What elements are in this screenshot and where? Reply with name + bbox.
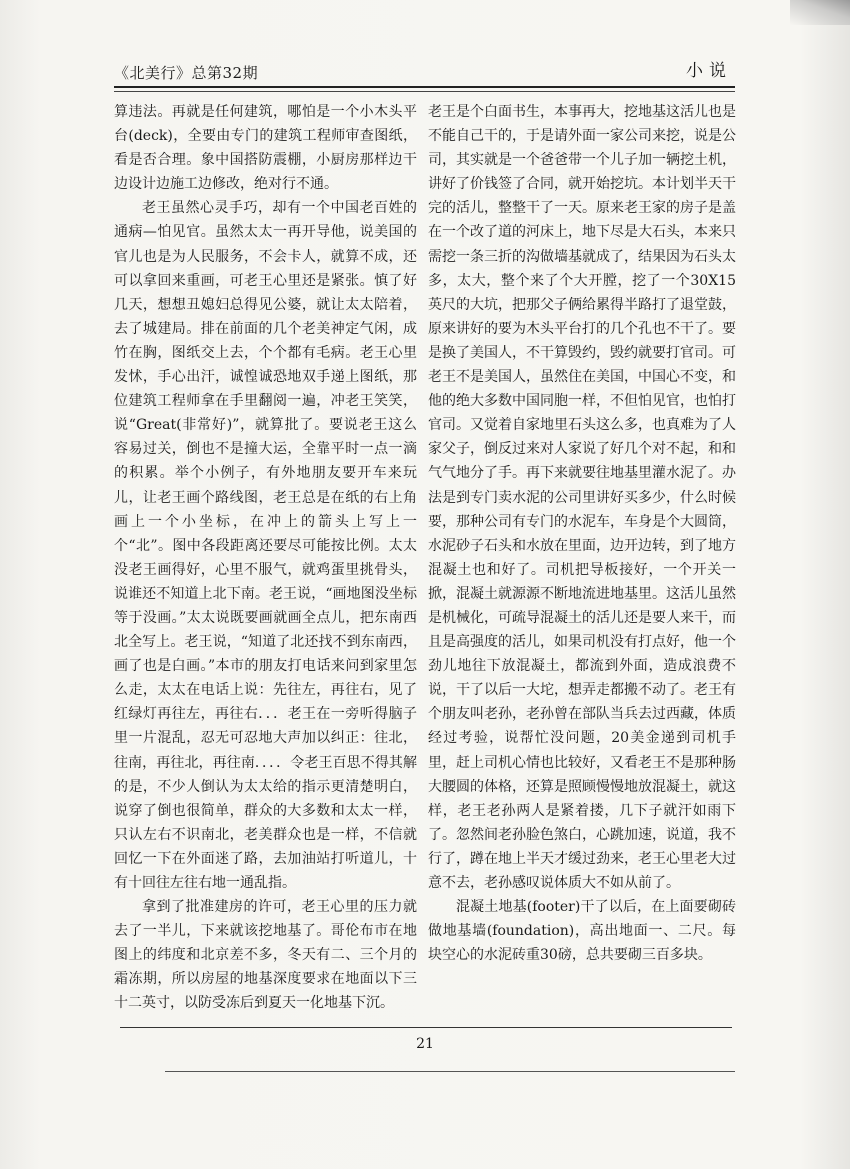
paragraph: 老王虽然心灵手巧，却有一个中国老百姓的通病—怕见官。虽然太太一再开导他，说美国的官儿也是为人民服务，不会卡人，就算不成，还可以拿回来重画，可老王心里还是紧张。慎了好几天，想想丑媳妇总得见公婆，就让太太陪着，去了城建局。排在前面的几个老美神定气闲，成竹在胸，图纸交上去，个个都有毛病。老王心里发怵，手心出汗，诚惶诚恐地双手递上图纸，那位建筑工程师拿在手里翻阅一遍，冲老王笑笑，说“Great(非常好)”，就算批了。要说老王这么容易过关，倒也不是撞大运，全靠平时一点一滴的积累。举个小例子，有外地朋友要开车来玩儿，让老王画个路线图，老王总是在纸的右上角画上一个小坐标，在冲上的箭头上写上一个“北”。图中各段距离还要尽可能按比例。太太没老王画得好，心里不服气，就鸡蛋里挑骨头，说谁还不知道上北下南。老王说，“画地图没坐标等于没画。”太太说既要画就画全点儿，把东南西北全写上。老王说，“知道了北还找不到东南西，画了也是白画。”本市的朋友打电话来问到家里怎么走，太太在电话上说：先往左，再往右，见了红绿灯再往左，再往右．．．老王在一旁听得脑子里一片混乱，忍无可忍地大声加以纠正：往北，往南，再往北，再往南．．．．令老王百思不得其解的是，不少人倒认为太太给的指示更清楚明白，说穿了倒也很简单，群众的大多数和太太一样，只认左右不识南北，老美群众也是一样，不信就回忆一下在外面迷了路，去加油站打听道儿，十有十回往左往右地一通乱指。 <box>114 200 417 891</box>
paragraph: 拿到了批准建房的许可，老王心里的压力就去了一半儿，下来就该挖地基了。哥伦布市在地图上的纬度和北京差不多，冬天有二、三个月的霜冻期，所以房屋的地基深度要求在地面以下三十二英寸，以防受冻后到夏天一化地基下沉。 <box>114 899 417 1012</box>
paragraph: 老王是个白面书生，本事再大，挖地基这活儿也是不能自己干的，于是请外面一家公司来挖，说是公司，其实就是一个爸爸带一个儿子加一辆挖土机，讲好了价钱签了合同，就开始挖坑。本计划半天干完的活儿，整整干了一天。原来老王家的房子是盖在一个改了道的河床上，地下尽是大石头，本来只需挖一条三折的沟做墙基就成了，结果因为石头太多，太大，整个来了个大开膛，挖了一个30X15英尺的大坑，把那父子俩给累得半路打了退堂鼓，原来讲好的要为木头平台打的几个孔也不干了。要是换了美国人，不干算毁约，毁约就要打官司。可老王不是美国人，虽然住在美国，中国心不变，和他的绝大多数中国同胞一样，不但怕见官，也怕打官司。又觉着自家地里石头这么多，也真难为了人家父子，倒反过来对人家说了好几个对不起，和和气气地分了手。再下来就要往地基里灌水泥了。办法是到专门卖水泥的公司里讲好买多少，什么时候要，那种公司有专门的水泥车，车身是个大圆筒，水泥砂子石头和水放在里面，边开边转，到了地方混凝土也和好了。司机把导板接好，一个开关一掀，混凝土就源源不断地流进地基里。这活儿虽然是机械化，可疏导混凝土的活儿还是要人来干，而且是高强度的活儿，如果司机没有打点好，他一个劲儿地往下放混凝土，都流到外面，造成浪费不说，干了以后一大坨，想弄走都搬不动了。老王有个朋友叫老孙，老孙曾在部队当兵去过西藏，体质经过考验，说帮忙没问题，20美金递到司机手里，赶上司机心情也比较好，又看老王不是那种肠大腰圆的体格，还算是照顾慢慢地放混凝土，就这样，老王老孙两人是紧着搂，几下子就汗如雨下了。忽然间老孙脸色煞白，心跳加速，说道，我不行了，蹲在地上半天才缓过劲来，老王心里老大过意不去，老孙感叹说体质大不如从前了。 <box>428 104 736 891</box>
paragraph: 算违法。再就是任何建筑，哪怕是一个小木头平台(deck)，全要由专门的建筑工程师审查图纸，看是否合理。象中国搭防震棚，小厨房那样边干边设计边施工边修改，绝对行不通。 <box>114 104 417 193</box>
section-header: 小说 <box>686 61 732 81</box>
footer-rule <box>120 1027 732 1028</box>
right-column <box>428 100 736 967</box>
magazine-issue-header: 《北美行》总第32期 <box>114 64 259 82</box>
header-rule-thin <box>114 91 735 92</box>
bottom-rule <box>165 1071 735 1072</box>
paragraph: 混凝土地基(footer)干了以后，在上面要砌砖做地基墙(foundation)，高出地面一、二尺。每块空心的水泥砖重30磅，总共要砌三百多块。 <box>428 899 736 964</box>
left-column <box>114 100 417 1016</box>
header-rule <box>114 86 735 88</box>
page-number: 21 <box>416 1036 434 1052</box>
scan-corner-shadow <box>790 0 850 25</box>
